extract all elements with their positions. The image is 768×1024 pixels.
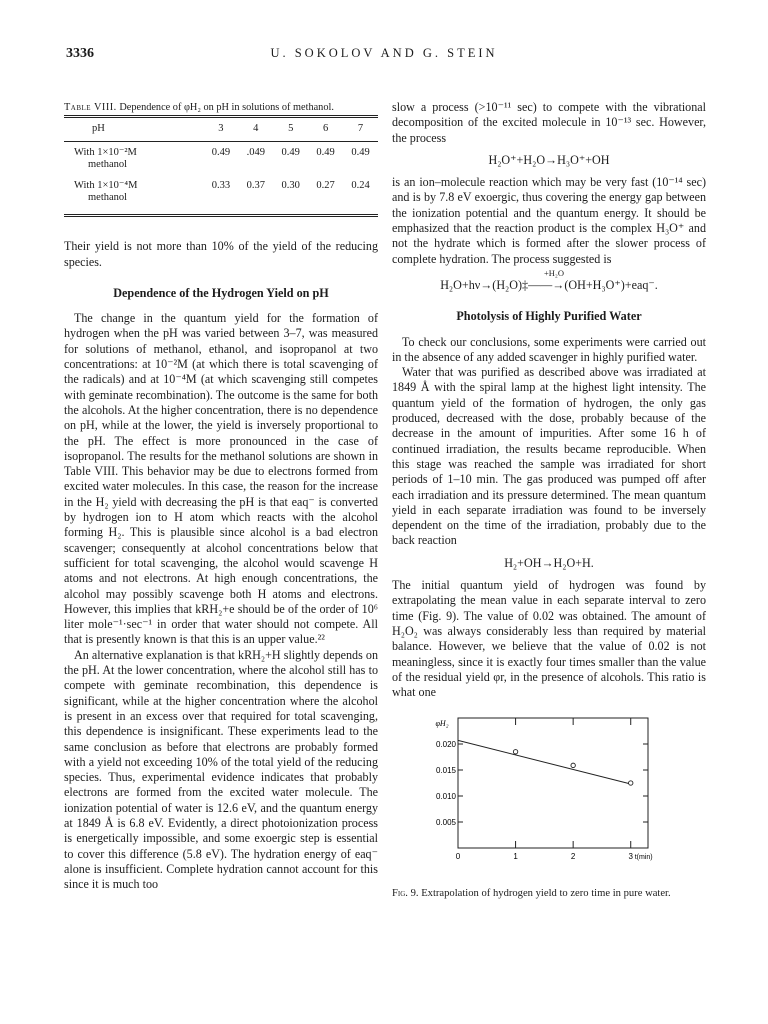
data-point — [571, 764, 575, 768]
section-heading: Photolysis of Highly Purified Water — [456, 309, 642, 324]
paragraph: An alternative explanation is that kRH₂+H slightly depends on the pH. At the lower concentration, where the alcohol still has to compete with geminate recombination, this dependence is significant, while at the higher concentration where the alcohol is present in an excess over that required for total scavenging, this dependence is insignificant. These experiments lead to the same conclusion as before that electrons are probably formed with a yield not exceeding 10% of the total yield of the reducing species. Thus, experimental evidence indicates that probably electrons are formed from the excited water molecule. The ionization potential of water is 12.6 eV, and the quantum energy at 1849 Å is 6.8 eV. Evidently, a direct photoionization process is energetically impossible, and some exoergic step is essential to cover this difference (5.8 eV). The hydration energy of eaq⁻ alone is insufficient. Complete hydration cannot account for this since it is much too — [64, 647, 378, 892]
figure-9 — [392, 708, 706, 883]
y-tick-label: 0.005 — [435, 818, 456, 828]
table-col-header: 4 — [238, 117, 273, 142]
running-head: U. SOKOLOV AND G. STEIN — [270, 46, 498, 60]
table-cell: 0.33 — [203, 175, 238, 216]
table-row — [64, 175, 378, 216]
fit-line — [458, 741, 631, 785]
section-heading: Dependence of the Hydrogen Yield on pH — [113, 285, 329, 300]
table-col-header: 7 — [343, 117, 378, 142]
equation-superscript: +H₂O — [543, 267, 565, 278]
paragraph: slow a process (>10⁻¹¹ sec) to compete with the vibrational decomposition of the excited molecule in 10⁻¹³ sec. However, the process — [392, 100, 706, 145]
table-cell: 0.37 — [238, 175, 273, 216]
table-row — [64, 142, 378, 176]
table-col-header: 5 — [273, 117, 308, 142]
table-cell: 0.49 — [351, 147, 370, 159]
paragraph: The change in the quantum yield for the formation of hydrogen when the pH was varied between 3–7, was measured for solutions of methanol, ethanol, and isopropanol at two concentrations: at 10⁻²M (at which there is total scavenging of the radicals) and at 10⁻⁴M (at which scavenging still competes with geminate recombination). The outcome is the same for both the alcohols. At the higher concentration, there is no dependence on pH, while at the lower, the yield is inversely proportional to the pH. The effect is more pronounced in the case of isopropanol. The results for the methanol solutions are shown in Table VIII. This behavior may be due to electrons formed from excited water molecules. In this case, the reason for the increase in the H₂ yield with decreasing the pH is that eaq⁻ is converted by hydrogen ion to H atom which reacts with the alcohol forming H₂. This is plausible since alcohol is a bad electron scavenger; consequently at alcohol concentrations below that sufficient for total scavenging, the alcohol would scavenge H atoms and not electrons. At high enough concentrations, the alcohol may possibly scavenge both H atoms and electrons. However, this implies that kRH₂+e should be of the order of 10⁶ liter mole⁻¹·sec⁻¹ in order that water should not compete. All that is presently known is that this is an upper value.²² — [64, 311, 378, 647]
x-axis-label: t(min) — [634, 854, 653, 862]
paragraph: Water that was purified as described above was irradiated at 1849 Å with the spiral lamp at the highest light intensity. The quantum yield of the formation of hydrogen, the only gas produced, decreased with the dose, probably because of the decrease in the amount of impurities. After some 16 h of continued irradiation, the results became reproducible. When this stage was reached the sample was irradiated for short periods of 1–10 min. The gas produced was pumped off after each irradiation and its pressure determined. The mean quantum yield in each separate irradiation was found to be inversely dependent on the time of the irradiation, probably due to the back reaction — [392, 365, 706, 548]
data-point — [513, 750, 517, 754]
table-header-row — [64, 117, 378, 142]
x-tick-label: 1 — [513, 852, 518, 862]
table-cell: 0.24 — [343, 175, 378, 216]
x-tick-label: 3 — [628, 852, 633, 862]
paragraph: Their yield is not more than 10% of the yield of the reducing species. — [64, 239, 378, 269]
chart-svg — [392, 708, 706, 883]
page-number: 3336 — [66, 46, 94, 61]
table-caption-label: Table VIII. — [64, 102, 117, 113]
table-cell: 0.49 — [316, 147, 335, 159]
figure-caption — [392, 887, 706, 900]
equation: H₂O⁺+H₂O→H₃O⁺+OH — [488, 152, 610, 167]
table-col-header: 6 — [308, 117, 343, 142]
table-viii — [64, 115, 378, 217]
plot-frame — [458, 718, 648, 848]
x-tick-label: 2 — [570, 852, 576, 862]
table-col-header: 3 — [203, 117, 238, 142]
right-column — [392, 100, 706, 900]
equation — [392, 269, 706, 293]
table-caption-text: Dependence of φH₂ on pH in solutions of methanol. — [119, 102, 334, 113]
y-tick-label: 0.020 — [435, 740, 456, 750]
table-row-label: With 1×10⁻²M methanol — [74, 147, 137, 171]
x-tick-label: 0 — [455, 852, 461, 862]
paragraph: To check our conclusions, some experiments were carried out in the absence of any added scavenger in highly purified water. — [392, 334, 706, 364]
data-point — [629, 781, 633, 785]
table-cell: 0.30 — [273, 175, 308, 216]
table-cell: .049 — [246, 147, 265, 159]
y-axis-label: φH₂ — [435, 719, 449, 729]
equation-body: H₂O+hν→(H₂O)‡——→(OH+H₃O⁺)+eaq⁻. — [440, 277, 658, 292]
left-column — [64, 100, 378, 892]
paragraph: The initial quantum yield of hydrogen was found by extrapolating the mean value in each separate interval to zero time (Fig. 9). The value of 0.02 was obtained. The amount of H₂O₂ was always considerably less than required by material balance. However, we believe that the value of 0.02 is not meaningless, since it is exactly four times smaller than the value of the residual yield φr, in the presence of alcohols. This ratio is what one — [392, 578, 706, 700]
table-caption — [64, 100, 378, 115]
table-cell: 0.49 — [281, 147, 300, 159]
figure-caption-label: Fig. 9. — [392, 888, 419, 900]
paragraph: is an ion–molecule reaction which may be very fast (10⁻¹⁴ sec) and is by 7.8 eV exoergic, thus covering the energy gap between the ionization potential and the quantum energy. It should be emphasized that the reaction product is the complex H₃O⁺ and not the hydrate which is formed after the slower process of complete hydration. The process suggested is — [392, 175, 706, 266]
table-row-label: With 1×10⁻⁴M methanol — [64, 175, 203, 216]
table-row-header: pH — [64, 117, 203, 142]
equation: H₂+OH→H₂O+H. — [504, 555, 594, 570]
figure-caption-text: Extrapolation of hydrogen yield to zero time in pure water. — [421, 888, 671, 900]
table-cell: 0.49 — [211, 147, 231, 159]
table-cell: 0.27 — [308, 175, 343, 216]
y-tick-label: 0.015 — [435, 766, 456, 776]
y-tick-label: 0.010 — [435, 792, 456, 802]
